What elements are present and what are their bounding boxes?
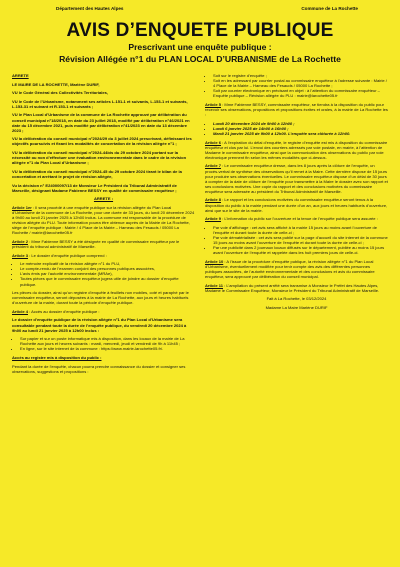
article-11-label: Article 11 xyxy=(205,282,223,288)
header-row xyxy=(12,6,388,11)
arrete-heading: ARRETE xyxy=(12,73,29,78)
article-8-text: : Le rapport et les conclusions motivées du commissaire enquêteur seront tenus à la disposition du public à la mairie pendant une durée d’un an, aux jours et heures habituels d’ouverture, ainsi que sur le site de la mairie. xyxy=(205,197,388,213)
list-item: • Soit sur le registre d’enquête ; xyxy=(213,73,388,78)
list-item: • Soit en les adressant par courrier postal au commissaire enquêteur à l’adresse suivante : Mairie / 4 Place de la Mairie – Hameau des Fesauds / 05000 La Rochette ; xyxy=(213,78,388,88)
article-9-label: Article 9 xyxy=(205,216,221,222)
vu-1: VU le Code Général des Collectivités Territoriales, xyxy=(12,90,108,96)
article-7 xyxy=(205,163,388,194)
article-6-text: : A l’expiration du délai d’enquête, le registre d’enquête est mis à disposition du commissaire enquêteur et clos par lui. L’envoi des courriers adressés par voie postale, en mairie, à l’attention de Madame le commissaire enquêteur, ainsi que la communication des observations du public par voie électronique prennent fin selon les mêmes modalités que ci-dessus. xyxy=(205,139,388,160)
article-5-list xyxy=(205,121,388,136)
right-column xyxy=(205,73,388,377)
signature-place-date: Fait à La Rochette, le 03/12/2024 xyxy=(266,296,327,302)
article-4-label: Article 4 xyxy=(12,308,28,314)
article-9-list xyxy=(205,225,388,256)
article-7-text: : Le commissaire enquêteur dresse, dans les 8 jours après la clôture de l’enquête, un procès-verbal de synthèse des observations qu’il remet à la Maire. Cette dernière dispose de 15 jours pour produire ses observations éventuelles. Le commissaire enquêteur dispose d’un délai de 30 jours à compter de la date de clôture de l’enquête pour transmettre à la Maire le dossier avec son rapport et ses conclusions motivées. Une copie du rapport et des conclusions motivées du commissaire enquêteur sera adressée au président du Tribunal Administratif de Marseille. xyxy=(205,163,388,194)
list-item: • L’avis émis par l’autorité environnementale (MRAe), xyxy=(20,271,195,276)
list-item: • En ligne, sur le site internet de la commune : https://www.mairie-larochette05.fr/. xyxy=(20,346,195,351)
article-3-label: Article 3 xyxy=(12,252,28,258)
article-8 xyxy=(205,197,388,212)
article-11-text: : L’ampliation du présent arrêté sera transmise à Monsieur le Préfet des Hautes Alpes, Madame le Commissaire Enquêteur, Monsieur le Président du Tribunal Administratif de Marseille. xyxy=(205,282,380,293)
commune-label: Commune de La Rochette xyxy=(301,6,358,11)
list-item: • Par voie d’affichage : cet avis sera affiché à la mairie 15 jours au moins avant l’ouverture de l’enquête et durant toute la durée de celle-ci ; xyxy=(213,225,388,235)
list-item: • Lundi 6 janvier 2025 de 14h00 à 16h00 ; xyxy=(213,126,388,131)
submission-list xyxy=(205,73,388,98)
list-item: • Toutes pièces que le commissaire enquêteur jugera utile de joindre au dossier d’enquête publique. xyxy=(20,276,195,286)
article-10-text: : A l’issue de la procédure d’enquête publique, la révision allégée n°1 du Plan Local d’Urbanisme, éventuellement modifiée pour tenir compte des avis des différentes personnes publiques associées, de l’autorité environnementale et des conclusions et avis du commissaire enquêteur, sera approuvé par délibération du conseil municipal. xyxy=(205,258,375,280)
article-4-text: : Accès au dossier d’enquête publique : xyxy=(27,308,100,314)
article-4 xyxy=(12,309,195,314)
list-item: • Mardi 21 janvier 2025 de 9h00 à 12h00. L’enquête sera clôturée à 12h00. xyxy=(213,131,388,136)
body-columns xyxy=(12,73,388,377)
article-5 xyxy=(205,102,388,117)
list-item: • Lundi 20 décembre 2024 de 9h00 à 12h00 ; xyxy=(213,121,388,126)
list-item: • Par voie dématérialisée : cet avis sera publié sur la page d’accueil du site internet de la commune 15 jours au moins avant l’ouverture de l’enquête et durant toute la durée de celle-ci ; xyxy=(213,235,388,245)
list-item: • Le mémoire explicatif de la révision allégée n°1 du PLU, xyxy=(20,261,195,266)
arrete-2-heading: ARRETE : xyxy=(93,196,114,202)
article-7-label: Article 7 xyxy=(205,163,221,169)
article-3-list xyxy=(12,261,195,286)
vu-2: VU le Code de l’Urbanisme, notamment ses articles L.151-1 et suivants, L.153-1 et suivants, L.153-31 et suivant et R.153-1 et suivants ; xyxy=(12,98,188,109)
article-2 xyxy=(12,239,195,249)
article-1 xyxy=(12,205,195,236)
vu-4: VU la délibération du conseil municipal n°2024/29 du 3 juillet 2024 prescrivant, définissant les objectifs poursuivis et fixant les modalités de concertation de la révision allégée n°1 ; xyxy=(12,136,192,147)
signature-name: Madame La Maire Marlène DURIF xyxy=(265,305,328,311)
vu-5: VU la délibération du conseil municipal n°2024-44bis du 29 octobre 2024 portant sur la nécessité ou non d’effectuer une évaluation environnementale dans le cadre de la révision allégée n°1 du Plan Local d’Urbanisme ; xyxy=(12,150,187,166)
article-4-list xyxy=(12,336,195,351)
mayor-line: LE MAIRE DE LA ROCHETTE, Marlène DURIF, xyxy=(12,81,100,87)
vu-7: Vu la décision n° E24000097/13 de Monsieur Le Président du Tribunal Administratif de Marseille, désignant Madame Fabienne BESSY en qualité de commissaire enquêteur ; xyxy=(12,182,177,193)
article-5-text: : Mme Fabienne BESSY, commissaire enquêteur, se tiendra à la disposition du public pour recevoir ses observations, propositions et propositions écrites et orales, à la mairie de La Rochette les : xyxy=(205,101,388,118)
list-item: • Par une publicité dans 2 journaux locaux diffusés sur le département, publiée au moins 15 jours avant l’ouverture de l’enquête et rappelée dans les huit premiers jours de celle-ci. xyxy=(213,245,388,255)
article-10 xyxy=(205,259,388,279)
article-2-label: Article 2 xyxy=(12,238,28,244)
observations-heading: Accès au registre mis à disposition du public : xyxy=(12,355,102,361)
article-3 xyxy=(12,253,195,258)
subtitle-line-1: Prescrivant une enquête publique : xyxy=(128,42,272,52)
article-5-label: Article 5 xyxy=(205,101,221,107)
page-title: AVIS D’ENQUETE PUBLIQUE xyxy=(66,20,334,41)
article-1-label: Article 1er xyxy=(12,204,32,210)
article-6-label: Article 6 xyxy=(205,139,221,145)
left-column xyxy=(12,73,195,377)
list-item: • Sur papier et sur un poste informatique mis à disposition, dans les locaux de la mairie de La Rochette aux jours et heures suivants : mardi, mercredi, jeudi et vendredi de 9h à 11h45 ; xyxy=(20,336,195,346)
article-1-text: : Il sera procédé à une enquête publique sur la révision allégée du Plan Local d’Urbanisme de la commune de La Rochette, pour une durée de 33 jours, du lundi 20 décembre 2024 à 9h00 au lundi 21 janvier 2025 à 12h00 inclus. La commune est responsable de la procédure de révision allégée du PLU. Toute information pourra être obtenue auprès de la Mairie de La Rochette, siège de l’enquête publique : Mairie / 4 Place de la Mairie – Hameau des Fesauds / 05000 La Rochette / mairie@larochette05.fr xyxy=(12,204,195,236)
article-3-details: Les pièces du dossier, ainsi qu’un registre d’enquête à feuillets non mobiles, coté et paraphé par le commissaire enquêteur, seront déposées à la mairie de La Rochette, aux jours et heures habituels d’ouverture de la mairie, durant toute la période d’enquête publique. xyxy=(12,290,189,306)
article-8-label: Article 8 xyxy=(205,197,221,203)
subtitle-line-2: Révision Allégée n°1 du PLAN LOCAL D’URBANISME de La Rochette xyxy=(59,54,341,64)
article-10-label: Article 10 xyxy=(205,258,224,264)
article-4-details: Le dossier d’enquête publique de la révision allégée n°1 du Plan Local d’Urbanisme sera consultable pendant toute la durée de l’enquête publique, du vendredi 20 décembre 2024 à 9h00 au lundi 21 janvier 2025 à 12h00 inclus : xyxy=(12,317,187,333)
list-item: • Soit par courrier électronique en précisant en objet : à l’attention du commissaire enquêteur – Enquête publique – Révision allégée du PLU : mairie@larochette05.fr xyxy=(213,88,388,98)
article-9-text: : L’information du public sur l’ouverture et la tenue de l’enquête publique sera assurée : xyxy=(220,216,378,222)
observations-text: Pendant la durée de l’enquête, chacun pourra prendre connaissance du dossier et consigner ses observations, suggestions et propositions : xyxy=(12,363,186,374)
vu-6: VU la délibération du conseil municipal n°2024-45 du 29 octobre 2024 tirant le bilan de la concertation et arrêtant le projet de révision allégée, xyxy=(12,168,182,179)
article-3-text: : Le dossier d’enquête publique comprend : xyxy=(27,252,107,258)
article-2-text: : Mme Fabienne BESSY a été désignée en qualité de commissaire enquêteur par le président du tribunal administratif de Marseille. xyxy=(12,238,180,249)
article-9 xyxy=(205,216,388,221)
department-label: Département des Hautes Alpes xyxy=(56,6,124,11)
list-item: • Le compte-rendu de l’examen conjoint des personnes publiques associées, xyxy=(20,266,195,271)
vu-3: VU le Plan Local d’Urbanisme de la commune de La Rochette approuvé par délibération du conseil municipal n°18/2018, en date du 23 juillet 2018, modifié par délibération n°46/2021 en date du 15 décembre 2021, puis modifié par délibération n°41/2023 en date du 13 décembre 2023 ; xyxy=(12,112,190,133)
article-6 xyxy=(205,140,388,160)
article-11 xyxy=(205,283,388,293)
